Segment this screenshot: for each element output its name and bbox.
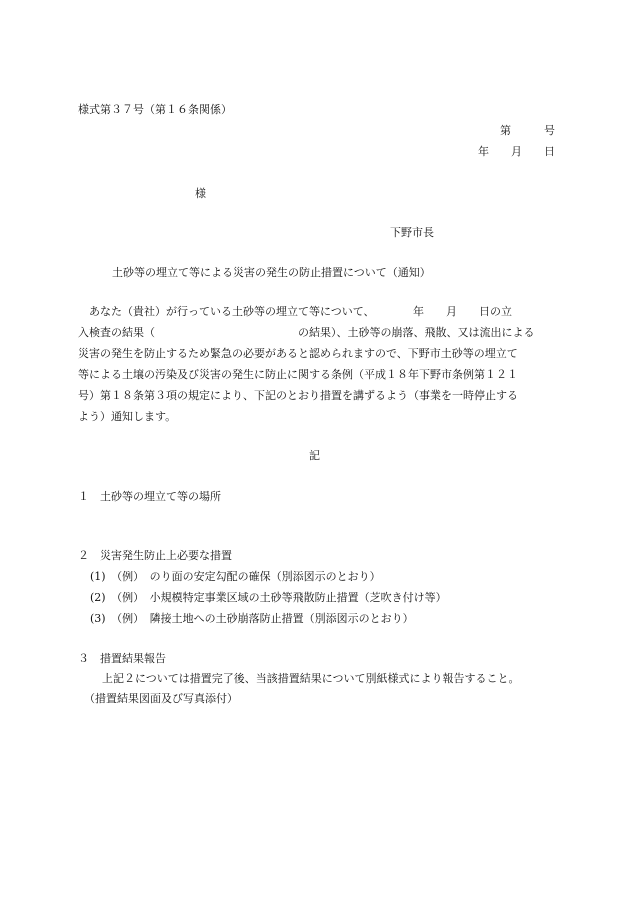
section-3-note: （措置結果図面及び写真添付） [84, 692, 238, 705]
form-id: 様式第３７号（第１６条関係） [78, 103, 232, 116]
document-number: 第 号 [500, 124, 555, 137]
section-2-heading: ２ 災害発生防止上必要な措置 [78, 549, 232, 562]
body-line: 入検査の結果（ の結果）、土砂等の崩落、飛散、又は流出による [78, 326, 535, 339]
sender-title: 下野市長 [390, 226, 434, 239]
section-1-heading: １ 土砂等の埋立て等の場所 [78, 490, 221, 503]
measure-item: (1) （例） のり面の安定勾配の確保（別添図示のとおり） [90, 570, 381, 583]
ki-marker: 記 [309, 449, 320, 462]
body-line: 号）第１８条第３項の規定により、下記のとおり措置を講ずるよう（事業を一時停止する [78, 389, 518, 402]
addressee: 様 [195, 187, 206, 200]
measure-item: (2) （例） 小規模特定事業区域の土砂等飛散防止措置（芝吹き付け等） [90, 591, 447, 604]
body-line: 災害の発生を防止するため緊急の必要があると認められますので、下野市土砂等の埋立て [78, 347, 518, 360]
section-3-heading: ３ 措置結果報告 [78, 652, 166, 665]
document-date: 年 月 日 [478, 145, 555, 158]
document-title: 土砂等の埋立て等による災害の発生の防止措置について（通知） [112, 266, 431, 279]
body-line: よう）通知します。 [78, 410, 177, 423]
measure-item: (3) （例） 隣接土地への土砂崩落防止措置（別添図示のとおり） [90, 612, 414, 625]
body-line: 等による土壌の汚染及び災害の発生に防止に関する条例（平成１８年下野市条例第１２１ [78, 368, 518, 381]
section-3-text: 上記２については措置完了後、当該措置結果について別紙様式により報告すること。 [102, 672, 520, 685]
body-line: あなた（貴社）が行っている土砂等の埋立て等について、 年 月 日の立 [78, 305, 513, 318]
